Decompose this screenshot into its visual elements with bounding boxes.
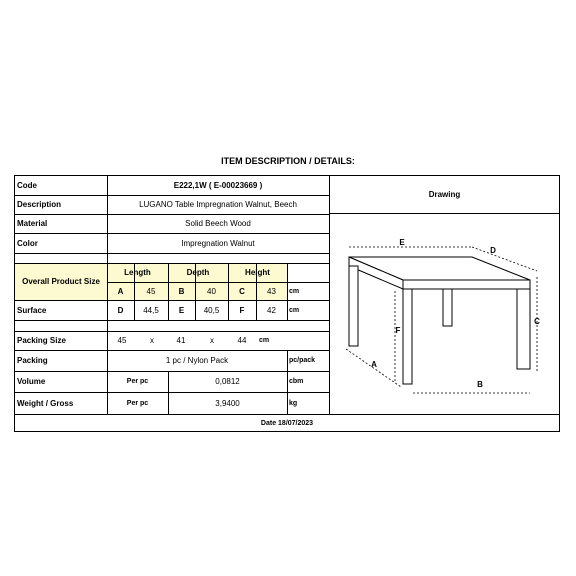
depth-value: 40 [207,286,216,296]
description-label: Description [17,200,62,209]
packing-width: 41 [176,336,186,345]
drawing-letter-b: B [477,380,483,389]
color-value: Impregnation Walnut [181,238,255,248]
drawing-letter-d: D [490,246,496,255]
packing-height: 44 [237,336,247,345]
leg-front-right [517,289,530,369]
volume-value: 0,0812 [215,377,240,386]
length-header: Length [124,268,151,277]
packing-length: 45 [117,336,127,345]
material-label: Material [17,219,48,228]
packing-size-label: Packing Size [17,336,66,345]
color-label: Color [17,238,38,248]
packing-unit: pc/pack [289,357,316,364]
drawing-letter-a: A [371,360,377,369]
table-drawing [343,233,548,408]
letter-e: E [178,305,185,315]
page-title: ITEM DESCRIPTION / DETAILS: [221,156,355,166]
weight-value: 3,9400 [215,398,240,408]
letter-f: F [239,305,245,315]
surface-unit: cm [289,306,300,314]
leg-back-right [443,289,452,326]
volume-label: Volume [17,377,46,386]
weight-unit: kg [289,399,298,407]
letter-c: C [239,286,245,296]
surface-label: Surface [17,305,47,315]
packing-sep-2: x [210,336,214,345]
letter-d: D [117,305,124,315]
letter-b: B [178,286,185,296]
material-value: Solid Beech Wood [185,219,251,228]
surface-f-value: 42 [267,305,276,315]
leg-front-left [403,289,412,384]
packing-size-unit: cm [258,337,270,344]
product-size-label: Overall Product Size [22,276,100,286]
packing-value: 1 pc / Nylon Pack [165,356,229,365]
height-value: 43 [267,286,276,296]
letter-a: A [117,286,124,296]
weight-label: Weight / Gross [17,398,74,408]
volume-unit: cbm [289,378,304,385]
drawing-letter-c: C [534,317,540,326]
length-value: 45 [146,286,156,296]
height-header: Height [245,268,270,277]
table-top-front [403,280,530,289]
product-size-unit: cm [289,287,300,295]
description-value: LUGANO Table Impregnation Walnut, Beech [139,200,297,209]
date-footer: Date 18/07/2023 [260,420,314,427]
drawing-letter-f: F [395,326,401,335]
packing-label: Packing [17,356,48,365]
volume-per: Per pc [126,378,149,385]
surface-d-value: 44,5 [143,305,159,315]
code-label: Code [17,180,37,190]
drawing-label: Drawing [428,189,461,199]
leg-back-left [349,266,358,346]
surface-e-value: 40,5 [203,305,220,315]
drawing-letter-e: E [399,238,405,247]
packing-sep-1: x [150,336,154,345]
weight-per: Per pc [126,399,149,407]
depth-header: Depth [186,268,210,277]
code-value: E222,1W ( E-00023669 ) [173,180,263,190]
